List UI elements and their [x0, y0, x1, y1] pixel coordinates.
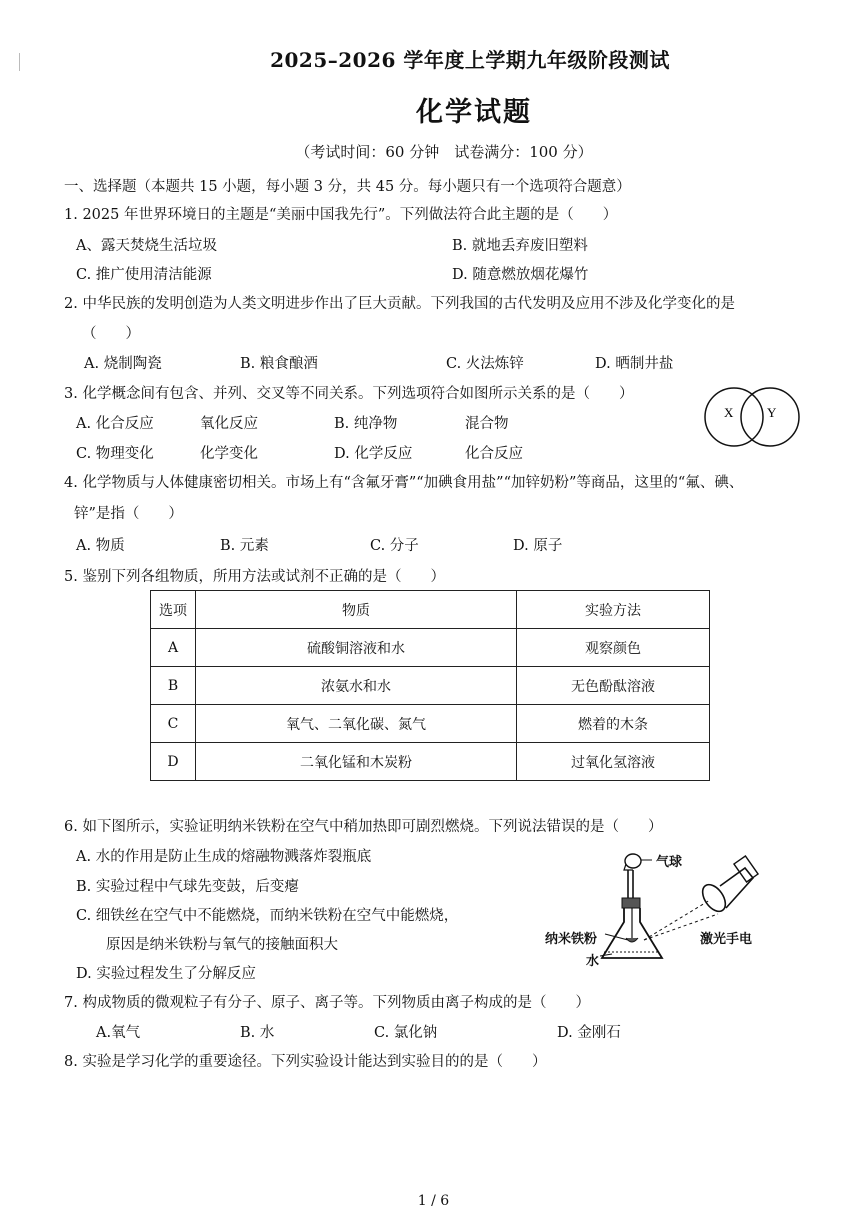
venn-diagram — [702, 385, 806, 449]
fig-label-water: 水 — [586, 954, 600, 969]
table-cell: 过氧化氢溶液 — [517, 743, 710, 781]
table-row — [151, 667, 710, 705]
table-cell: D — [151, 743, 196, 781]
venn-label-x: X — [724, 405, 734, 420]
q5-table — [150, 590, 710, 781]
q3-option-c1: C. 物理变化 — [76, 446, 154, 462]
q2-blank: （ ） — [82, 326, 140, 342]
q6-stem: 6. 如下图所示，实验证明纳米铁粉在空气中稍加热即可剧烈燃烧。下列说法错误的是（ ） — [64, 819, 663, 835]
table-header-row — [151, 591, 710, 629]
fig-label-laser: 激光手电 — [700, 932, 753, 947]
q2-stem: 2. 中华民族的发明创造为人类文明进步作出了巨大贡献。下列我国的古代发明及应用不涉及化学变化的是 — [64, 296, 735, 312]
q3-option-c2: 化学变化 — [200, 446, 258, 462]
q1-option-b: B. 就地丢弃废旧塑料 — [452, 238, 588, 254]
q1-stem: 1. 2025 年世界环境日的主题是“美丽中国我先行”。下列做法符合此主题的是（ ） — [64, 207, 618, 223]
table-cell: 浓氨水和水 — [196, 667, 517, 705]
q3-option-d2: 化合反应 — [465, 446, 523, 462]
q4-stem-cont: 锌”是指（ ） — [74, 506, 183, 522]
venn-label-y: Y — [767, 405, 777, 420]
q4-stem: 4. 化学物质与人体健康密切相关。市场上有“含氟牙膏”“加碘食用盐”“加锌奶粉”等商品，这里的“氟、碘、 — [64, 475, 744, 491]
q2-option-b: B. 粮食酿酒 — [240, 356, 318, 372]
table-cell: 无色酚酞溶液 — [517, 667, 710, 705]
q6-option-b: B. 实验过程中气球先变鼓，后变瘪 — [76, 879, 299, 895]
venn-circle-x — [705, 388, 763, 446]
q8-stem: 8. 实验是学习化学的重要途径。下列实验设计能达到实验目的的是（ ） — [64, 1054, 547, 1070]
table-cell: 硫酸铜溶液和水 — [196, 629, 517, 667]
q4-option-c: C. 分子 — [370, 538, 419, 554]
q3-option-a1: A. 化合反应 — [76, 416, 154, 432]
q6-option-c-cont: 原因是纳米铁粉与氧气的接触面积大 — [106, 937, 338, 953]
q6-option-a: A. 水的作用是防止生成的熔融物溅落炸裂瓶底 — [76, 849, 372, 865]
table-cell: A — [151, 629, 196, 667]
q3-stem: 3. 化学概念间有包含、并列、交叉等不同关系。下列选项符合如图所示关系的是（ ） — [64, 386, 634, 402]
q2-option-a: A. 烧制陶瓷 — [84, 356, 162, 372]
table-cell: 燃着的木条 — [517, 705, 710, 743]
q4-option-a: A. 物质 — [76, 538, 125, 554]
q6-option-d: D. 实验过程发生了分解反应 — [76, 966, 256, 982]
exam-title: 2025–2026 学年度上学期九年级阶段测试 — [270, 48, 670, 72]
q6-apparatus-figure — [540, 842, 770, 972]
q1-option-a: A、露天焚烧生活垃圾 — [76, 238, 217, 254]
table-cell: 氧气、二氧化碳、氮气 — [196, 705, 517, 743]
q1-option-d: D. 随意燃放烟花爆竹 — [452, 267, 589, 283]
fig-label-balloon: 气球 — [656, 855, 683, 870]
q7-stem: 7. 构成物质的微观粒子有分子、原子、离子等。下列物质由离子构成的是（ ） — [64, 995, 590, 1011]
table-header-cell: 物质 — [196, 591, 517, 629]
q5-stem: 5. 鉴别下列各组物质，所用方法或试剂不正确的是（ ） — [64, 569, 445, 585]
subject-title: 化学试题 — [416, 97, 532, 128]
fig-label-iron-powder: 纳米铁粉 — [545, 932, 598, 947]
exam-info: （考试时间：60 分钟 试卷满分：100 分） — [295, 143, 593, 161]
table-cell: 二氧化锰和木炭粉 — [196, 743, 517, 781]
q3-option-a2: 氧化反应 — [200, 416, 258, 432]
q7-option-d: D. 金刚石 — [557, 1025, 621, 1041]
page-number: 1 / 6 — [417, 1193, 450, 1209]
q6-option-c: C. 细铁丝在空气中不能燃烧，而纳米铁粉在空气中能燃烧， — [76, 908, 459, 924]
q2-option-c: C. 火法炼锌 — [446, 356, 524, 372]
q3-option-b1: B. 纯净物 — [334, 416, 398, 432]
table-header-cell: 选项 — [151, 591, 196, 629]
q2-option-d: D. 晒制井盐 — [595, 356, 674, 372]
table-cell: B — [151, 667, 196, 705]
q7-option-c: C. 氯化钠 — [374, 1025, 438, 1041]
q1-option-c: C. 推广使用清洁能源 — [76, 267, 212, 283]
table-cell: 观察颜色 — [517, 629, 710, 667]
table-row — [151, 705, 710, 743]
section-heading: 一、选择题（本题共 15 小题，每小题 3 分，共 45 分。每小题只有一个选项符合题意） — [64, 179, 631, 195]
q4-option-d: D. 原子 — [513, 538, 563, 554]
table-cell: C — [151, 705, 196, 743]
q7-option-b: B. 水 — [240, 1025, 275, 1041]
q3-option-d1: D. 化学反应 — [334, 446, 413, 462]
balloon-icon — [625, 854, 641, 868]
table-header-cell: 实验方法 — [517, 591, 710, 629]
table-row — [151, 743, 710, 781]
table-row — [151, 629, 710, 667]
q3-option-b2: 混合物 — [465, 416, 509, 432]
q7-option-a: A.氧气 — [96, 1025, 141, 1041]
laser-flashlight-icon — [698, 856, 758, 915]
q4-option-b: B. 元素 — [220, 538, 269, 554]
